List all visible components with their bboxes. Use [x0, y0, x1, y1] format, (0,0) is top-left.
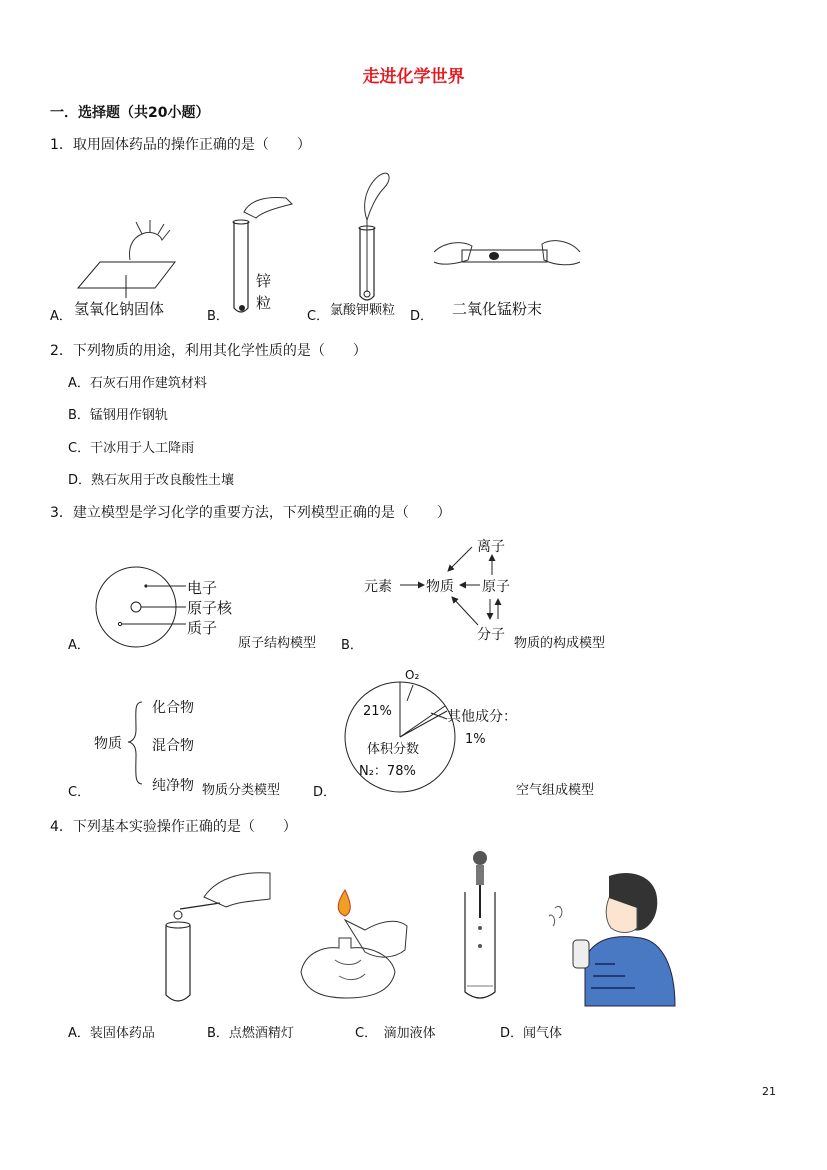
- q1-option-b: B．: [207, 309, 229, 324]
- q1-label-b1: 锌: [256, 272, 272, 290]
- label-electron: 电子: [187, 579, 218, 597]
- q2-option-b: B．锰钢用作钢轨: [68, 408, 168, 423]
- q1-label-a: 氢氧化钠固体: [74, 300, 165, 318]
- q4-figure-a: [160, 865, 275, 1010]
- q1-option-c: C．: [307, 309, 330, 324]
- q2-option-d: D．熟石灰用于改良酸性土壤: [68, 473, 235, 488]
- question-2-stem: 2．下列物质的用途，利用其化学性质的是（ ）: [50, 343, 367, 359]
- label-other: 其他成分：: [447, 709, 517, 725]
- q3-caption-d: 空气组成模型: [516, 783, 595, 798]
- question-4-stem: 4．下列基本实验操作正确的是（ ）: [50, 819, 297, 835]
- q4-figure-d: [545, 868, 677, 1008]
- page-number: 21: [762, 1085, 776, 1098]
- q4-option-d: D．闻气体: [500, 1026, 563, 1041]
- label-o2: O₂: [405, 668, 420, 682]
- label-c-substance: 物质: [94, 736, 122, 752]
- label-proton: 质子: [187, 619, 218, 637]
- label-1pct: 1%: [465, 732, 486, 747]
- q3-figure-c: [90, 690, 210, 800]
- q3-figure-d: [335, 665, 535, 795]
- label-element: 元素: [364, 579, 392, 595]
- q3-caption-a: 原子结构模型: [238, 636, 317, 651]
- q1-option-d: D．: [410, 309, 434, 324]
- label-n2: N₂：78%: [359, 764, 416, 779]
- q1-figure-c: [330, 170, 410, 320]
- label-volume-fraction: 体积分数: [367, 742, 420, 757]
- question-3-stem: 3．建立模型是学习化学的重要方法，下列模型正确的是（ ）: [50, 505, 451, 521]
- label-atom: 原子: [482, 579, 510, 595]
- label-molecule: 分子: [477, 627, 505, 643]
- q4-option-a: A．装固体药品: [68, 1026, 155, 1041]
- q4-figure-c: [455, 848, 505, 1008]
- q3-figure-b: [360, 535, 520, 645]
- question-1-stem: 1．取用固体药品的操作正确的是（ ）: [50, 137, 311, 153]
- q4-option-c: C． 滴加液体: [355, 1026, 436, 1041]
- q4-option-b: B．点燃酒精灯: [207, 1026, 294, 1041]
- q4-figure-b: [295, 880, 415, 1005]
- q3-figure-a: [90, 565, 250, 655]
- q3-caption-b: 物质的构成模型: [514, 636, 606, 651]
- q2-option-a: A．石灰石用作建筑材料: [68, 376, 207, 391]
- page-title: 走进化学世界: [362, 67, 465, 87]
- label-ion: 离子: [477, 539, 505, 555]
- q1-figure-d: [432, 232, 582, 322]
- q3-option-d: D．: [313, 785, 337, 800]
- q1-option-a: A．: [50, 309, 72, 324]
- q1-label-b2: 粒: [256, 294, 272, 312]
- label-21pct: 21%: [363, 704, 392, 719]
- q3-option-b: B．: [341, 638, 363, 653]
- label-compound: 化合物: [152, 700, 194, 716]
- label-mixture: 混合物: [152, 738, 194, 754]
- q3-caption-c: 物质分类模型: [202, 783, 281, 798]
- q3-option-c: C．: [68, 785, 91, 800]
- q1-figure-b: [226, 190, 306, 320]
- q3-option-a: A．: [68, 638, 90, 653]
- q1-label-d: 二氧化锰粉末: [452, 300, 543, 318]
- label-nucleus: 原子核: [187, 599, 233, 617]
- q1-figure-a: [70, 220, 190, 320]
- q1-label-c: 氯酸钾颗粒: [330, 303, 396, 318]
- label-substance: 物质: [426, 579, 454, 595]
- q2-option-c: C．干冰用于人工降雨: [68, 441, 195, 456]
- label-pure: 纯净物: [152, 778, 194, 794]
- section-heading: 一．选择题（共20小题）: [50, 105, 210, 121]
